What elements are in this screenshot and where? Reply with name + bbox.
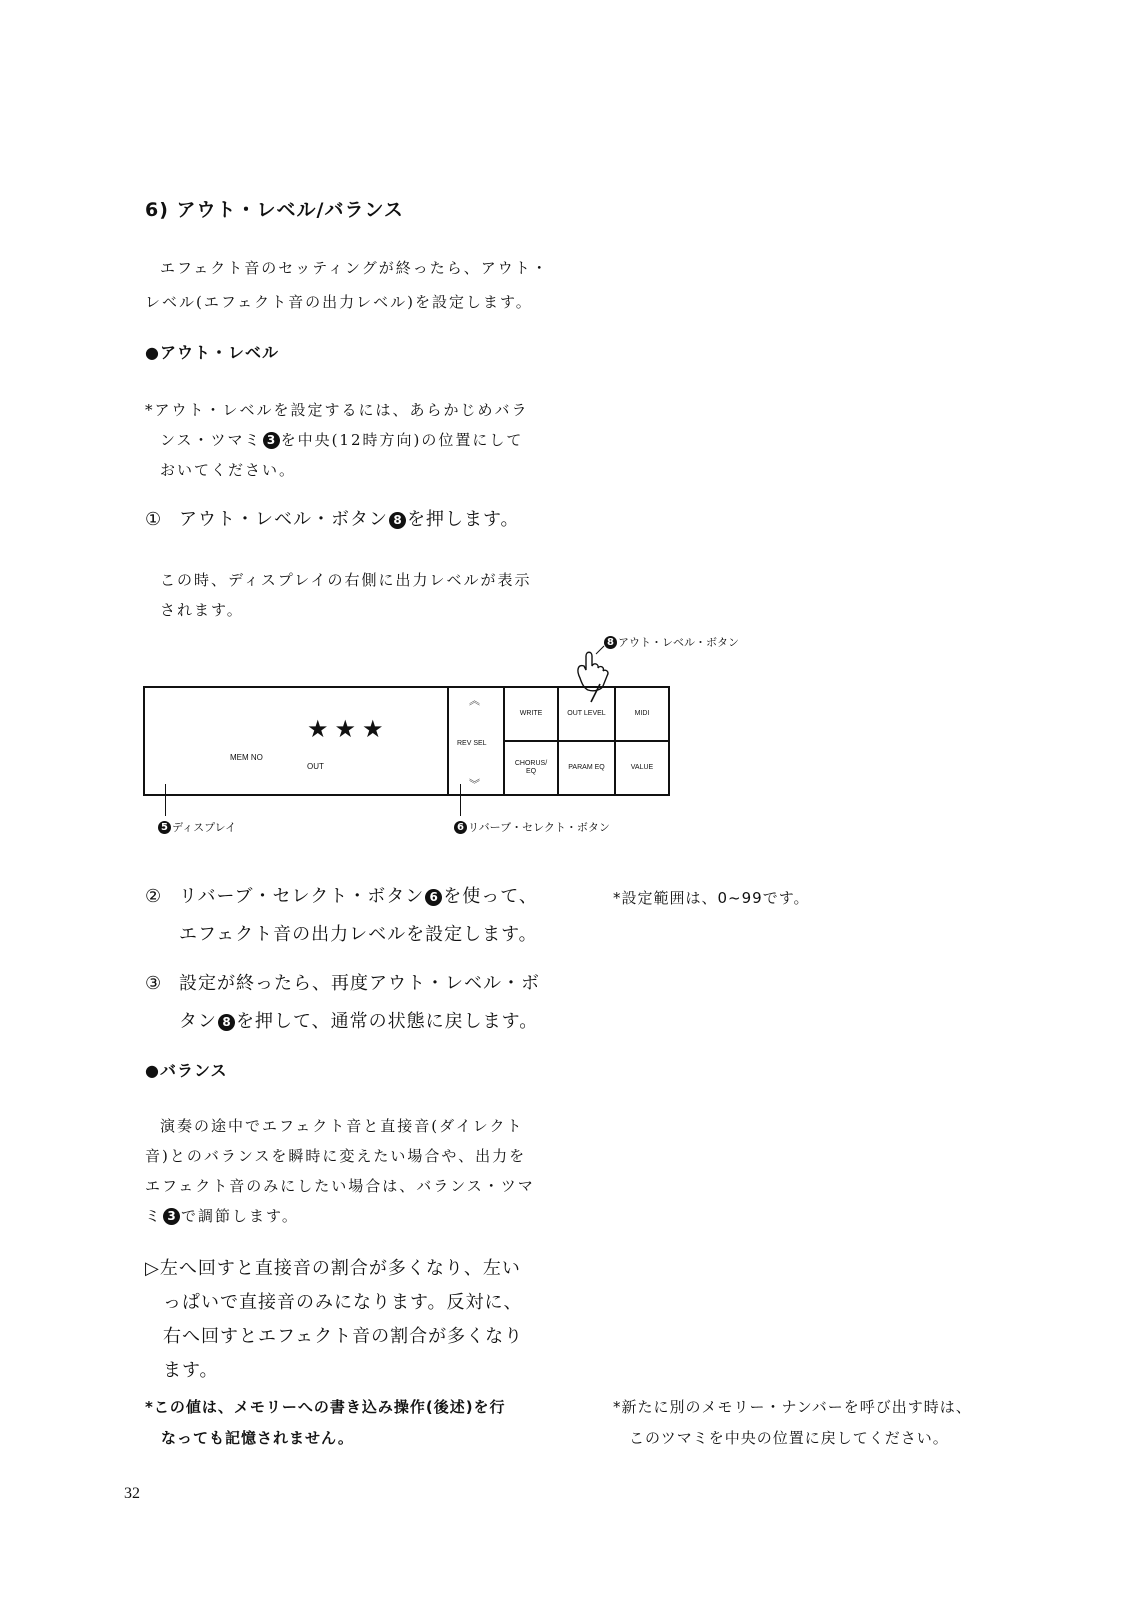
callout-reverb-select bbox=[453, 819, 610, 835]
balance-line-4a: ミ bbox=[145, 1207, 163, 1225]
intro-line-1: エフェクト音のセッティングが終ったら、アウト・ bbox=[160, 259, 549, 277]
balance-line-4b: で調節します。 bbox=[181, 1207, 299, 1225]
chorus-eq-label-1: CHORUS/ bbox=[514, 760, 548, 767]
out-level-note-line-2b: を中央(12時方向)の位置にして bbox=[280, 431, 524, 449]
step-1-detail-line-1: この時、ディスプレイの右側に出力レベルが表示 bbox=[160, 571, 532, 589]
rev-sel-label: REV SEL bbox=[457, 740, 487, 747]
value-button[interactable] bbox=[616, 742, 668, 794]
midi-button-label: MIDI bbox=[634, 710, 650, 717]
step-2 bbox=[145, 878, 538, 954]
rotate-note-line-4: ます。 bbox=[163, 1360, 219, 1381]
step-1-text-a: アウト・レベル・ボタン bbox=[179, 509, 388, 530]
reverb-callout-line bbox=[460, 784, 461, 816]
front-panel-diagram bbox=[143, 686, 670, 796]
step-3-number: ③ bbox=[145, 973, 163, 994]
section-title: 6) アウト・レベル/バランス bbox=[145, 199, 404, 221]
bottom-note-right-line-2: このツマミを中央の位置に戻してください。 bbox=[629, 1429, 949, 1447]
step-3 bbox=[145, 965, 540, 1041]
balance-line-3: エフェクト音のみにしたい場合は、バランス・ツマ bbox=[145, 1177, 535, 1195]
marker-3-icon: 3 bbox=[163, 1208, 180, 1225]
step-2-line-1b: を使って、 bbox=[443, 886, 538, 907]
callout-display-label: ディスプレイ bbox=[172, 821, 237, 834]
display-area bbox=[145, 688, 449, 794]
callout-reverb-select-label: リバーブ・セレクト・ボタン bbox=[468, 821, 610, 834]
marker-8-icon: 8 bbox=[389, 512, 406, 529]
out-level-heading: ●アウト・レベル bbox=[145, 343, 279, 362]
rotate-note-line-2: っぱいで直接音のみになります。反対に、 bbox=[163, 1292, 523, 1313]
rotate-note-line-1: ▷左へ回すと直接音の割合が多くなり、左い bbox=[145, 1258, 521, 1279]
marker-5-icon: 5 bbox=[158, 821, 171, 834]
out-level-note-line-2a: ンス・ツマミ bbox=[160, 431, 262, 449]
marker-6-icon: 6 bbox=[425, 889, 442, 906]
step-1-detail-line-2: されます。 bbox=[160, 601, 244, 619]
bottom-note-right bbox=[613, 1392, 972, 1454]
intro-line-2: レベル(エフェクト音の出力レベル)を設定します。 bbox=[145, 293, 533, 311]
out-level-button-label: OUT LEVEL bbox=[567, 710, 606, 717]
callout-display bbox=[157, 819, 236, 835]
rev-sel-down-arrow-icon[interactable]: ︾ bbox=[469, 779, 480, 791]
out-level-note-line-3: おいてください。 bbox=[160, 461, 297, 479]
display-stars: ★★★ bbox=[307, 715, 390, 743]
chorus-eq-button[interactable] bbox=[505, 742, 559, 794]
rev-sel-up-arrow-icon[interactable]: ︽ bbox=[469, 695, 480, 707]
balance-line-2: 音)とのバランスを瞬時に変えたい場合や、出力を bbox=[145, 1147, 527, 1165]
write-button[interactable] bbox=[505, 688, 559, 742]
step-2-number: ② bbox=[145, 886, 163, 907]
step-2-line-1a: リバーブ・セレクト・ボタン bbox=[179, 886, 425, 907]
balance-line-4 bbox=[145, 1198, 299, 1234]
step-3-line-2b: を押して、通常の状態に戻します。 bbox=[236, 1011, 539, 1032]
midi-button[interactable] bbox=[616, 688, 668, 742]
balance-heading: ●バランス bbox=[145, 1061, 228, 1080]
param-eq-button[interactable] bbox=[559, 742, 616, 794]
step-1-text-b: を押します。 bbox=[407, 509, 520, 530]
step-3-line-1: 設定が終ったら、再度アウト・レベル・ボ bbox=[179, 973, 540, 994]
callout-out-level-label: アウト・レベル・ボタン bbox=[618, 636, 739, 649]
chorus-eq-label-2: EQ bbox=[525, 768, 537, 775]
marker-3-icon: 3 bbox=[263, 432, 280, 449]
bottom-note-right-line-1: *新たに別のメモリー・ナンバーを呼び出す時は、 bbox=[613, 1398, 972, 1416]
page-number: 32 bbox=[124, 1485, 140, 1502]
step-2-side-note: *設定範囲は、0~99です。 bbox=[613, 889, 810, 907]
bottom-note-left-line-2: なっても記憶されません。 bbox=[161, 1429, 354, 1447]
display-callout-line bbox=[165, 784, 166, 816]
out-level-note-line-1: *アウト・レベルを設定するには、あらかじめバラ bbox=[145, 401, 529, 419]
marker-8-icon: 8 bbox=[604, 636, 617, 649]
step-2-line-2: エフェクト音の出力レベルを設定します。 bbox=[179, 924, 538, 945]
rev-sel-column bbox=[449, 688, 505, 794]
rotate-note-line-3: 右へ回すとエフェクト音の割合が多くなり bbox=[163, 1326, 524, 1347]
value-button-label: VALUE bbox=[630, 764, 654, 771]
rotate-note bbox=[145, 1252, 523, 1388]
bottom-note-left bbox=[145, 1392, 506, 1454]
balance-line-1: 演奏の途中でエフェクト音と直接音(ダイレクト bbox=[160, 1117, 524, 1135]
bottom-note-left-line-1: *この値は、メモリーへの書き込み操作(後述)を行 bbox=[145, 1398, 506, 1416]
marker-6-icon: 6 bbox=[454, 821, 467, 834]
write-button-label: WRITE bbox=[519, 710, 543, 717]
step-3-line-2a: タン bbox=[179, 1011, 217, 1032]
out-level-button[interactable] bbox=[559, 688, 616, 742]
mem-no-label: MEM NO bbox=[230, 753, 263, 762]
out-label: OUT bbox=[307, 762, 324, 771]
step-1-number: ① bbox=[145, 509, 163, 530]
marker-8-icon: 8 bbox=[218, 1014, 235, 1031]
param-eq-button-label: PARAM EQ bbox=[568, 764, 605, 771]
step-1 bbox=[145, 501, 520, 539]
